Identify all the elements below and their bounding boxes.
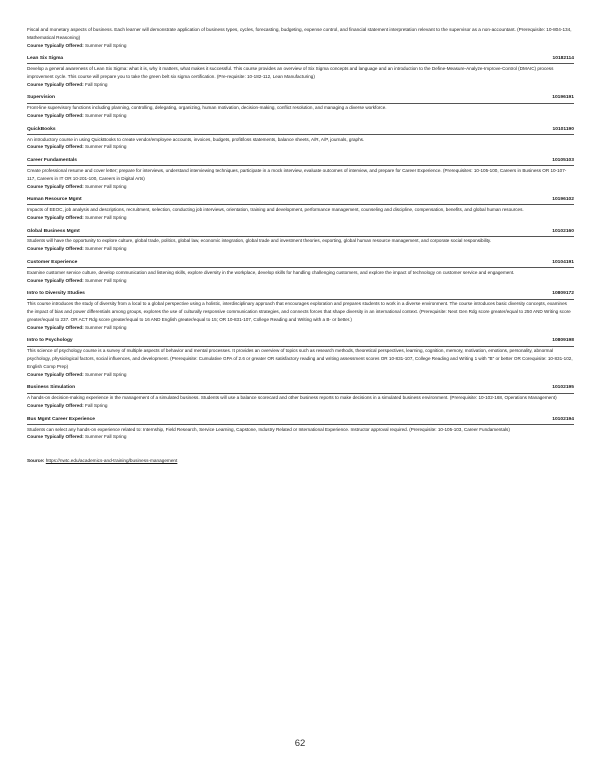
course-entry <box>27 95 574 119</box>
course-code: 10102195 <box>552 385 574 391</box>
course-description: Students can select any hands-on experience related to: Internship, Field Research, Service Learning, Capstone, Industry Related or International Experience. Instructor approval required. (Prerequisite: 10-105-103, Career Fundamentals) <box>27 426 510 432</box>
course-code: 10182114 <box>552 56 574 62</box>
offered-terms: Summer Fall Spring <box>85 434 127 440</box>
course-header <box>27 158 574 166</box>
course-header <box>27 56 574 64</box>
offered-label: Course Typically Offered: <box>27 246 84 252</box>
course-code: 10196102 <box>552 197 574 203</box>
offered-label: Course Typically Offered: <box>27 144 84 150</box>
course-code: 10101190 <box>552 126 574 132</box>
course-description: Develop a general awareness of Lean Six Sigma: what it is, why it matters, what makes it successful. This course provides an overview of Six Sigma concepts and language and an introduction to the Define-Measure-Analyze-Improve-Control (DMAIC) process improvement cycle. This course will prepare you to take the green belt six sigma certification. (Pre-requisite: 10-182-112, Lean Manufacturing) <box>27 65 554 79</box>
source-link[interactable]: https://nwtc.edu/academics-and-training/business-management <box>45 457 178 463</box>
course-code: 10105103 <box>552 158 574 164</box>
offered-terms: Summer Fall Spring <box>85 214 127 220</box>
course-offered <box>27 81 574 89</box>
course-entry <box>27 291 574 331</box>
course-code: 10809172 <box>552 291 574 297</box>
course-title: QuickBooks <box>27 126 56 132</box>
course-code: 10102160 <box>552 228 574 234</box>
course-entry <box>27 197 574 221</box>
intro-offered <box>27 42 574 50</box>
offered-terms: Fall Spring <box>85 81 108 87</box>
offered-terms: Summer Fall Spring <box>85 324 127 330</box>
course-header <box>27 229 574 237</box>
source-label: Source: <box>27 457 45 463</box>
offered-label: Course Typically Offered: <box>27 402 84 408</box>
course-header <box>27 291 574 299</box>
offered-terms: Summer Fall Spring <box>85 112 127 118</box>
offered-terms: Summer Fall Spring <box>85 144 127 150</box>
offered-terms: Fall Spring <box>85 402 108 408</box>
course-offered <box>27 183 574 191</box>
course-description: Create professional resume and cover letter; prepare for interviews, understand interviewing techniques, participate in a mock interview, evaluate outcomes of interview, and prepare for Career Experience. (Prerequisites: 10-105-100, Careers in Business OR 10-107-117, Careers in IT OR 10-201-100, Careers in Digital Arts) <box>27 167 567 181</box>
course-description: This course introduces the study of diversity from a local to a global perspective using a holistic, interdisciplinary approach that encourages exploration and prepares students to work in a diverse environment. The course introduces basic diversity concepts, examines the impact of bias and power differentials among groups, explores the use of culturally responsive communication strategies, and connects forces that shape diversity in an international context. (Prerequisite: Next Gen Rdg score greater/equal to 250 AND Writing score greater/equal to 237. OR ACT Rdg score greater/equal to 16 AND English greater/equal to 15; OR 10-831-107, College Reading and Writing with a B- or better.) <box>27 301 571 322</box>
course-header <box>27 197 574 205</box>
intro-description: Fiscal and monetary aspects of business. Each learner will demonstrate application of business types, cycles, forecasting, budgeting, expense control, and financial statement interpretation relevant to the supervisor as a non-accountant. (Prerequisite: 10-804-134, Mathematical Reasoning) <box>27 27 572 40</box>
course-entry <box>27 229 574 253</box>
course-title: Customer Experience <box>27 260 78 266</box>
offered-terms: Summer Fall Spring <box>85 183 127 189</box>
course-offered <box>27 402 574 410</box>
course-description: This science of psychology course is a survey of multiple aspects of behavior and mental processes. It provides an overview of topics such as research methods, theoretical perspectives, learning, cognition, memory, motivation, emotions, personality, abnormal psychology, physiological factors, social influences, and development. (Prerequisite: Cumulative GPA of 2.6 or greater OR satisfactory reading and writing assessment scores OR 10-831-107, College Reading and Writing 1 with "B" or better OR Corequisite: 10-831-102, English Comp Prep) <box>27 348 573 369</box>
course-header <box>27 385 574 393</box>
offered-label: Course Typically Offered: <box>27 112 84 118</box>
course-description: Students will have the opportunity to explore culture, global trade, politics, global law, economic integration, global trade and investment theories, exporting, global human resource management, and corporate social responsibility. <box>27 238 492 244</box>
intro-block <box>27 26 574 49</box>
offered-label: Course Typically Offered: <box>27 81 84 87</box>
offered-label: Course Typically Offered: <box>27 42 84 48</box>
course-offered <box>27 245 574 253</box>
offered-label: Course Typically Offered: <box>27 183 84 189</box>
course-header <box>27 260 574 268</box>
course-description: Impacts of EEOC, job analysis and descriptions, recruitment, selection, conducting job interviews, orientation, training and development, performance management, counseling and discipline, compensation, benefits, and global human resources. <box>27 207 524 213</box>
course-header <box>27 95 574 103</box>
course-title: Intro to Psychology <box>27 338 73 344</box>
page-number: 62 <box>294 738 306 749</box>
offered-label: Course Typically Offered: <box>27 434 84 440</box>
course-title: Intro to Diversity Studies <box>27 291 85 297</box>
course-offered <box>27 324 574 332</box>
course-title: Global Business Mgmt <box>27 228 80 234</box>
course-entry <box>27 127 574 151</box>
course-code: 10809198 <box>552 338 574 344</box>
course-title: Human Resource Mgmt <box>27 197 82 203</box>
course-description: Examine customer service culture, develop communication and listening skills, explore diversity in the workplace, develop skills for handling challenging customers, and explore the impact of technology on customer service and engagement. <box>27 269 515 275</box>
course-header <box>27 127 574 135</box>
course-title: Supervision <box>27 95 55 101</box>
course-description: Front-line supervisory functions including planning, controlling, delegating, organizing, human motivation, decision-making, conflict resolution, and managing a diverse workforce. <box>27 105 387 111</box>
course-code: 10102194 <box>552 416 574 422</box>
offered-label: Course Typically Offered: <box>27 324 84 330</box>
course-description: An introductory course in using QuickBooks to create vendor/employee accounts, invoices, budgets, profit/loss statements, balance sheets, A/R, A/P, journals, graphs. <box>27 136 365 142</box>
course-code: 10104191 <box>552 260 574 266</box>
offered-label: Course Typically Offered: <box>27 214 84 220</box>
course-entry <box>27 260 574 284</box>
course-catalog-page <box>27 26 574 464</box>
course-entry <box>27 158 574 190</box>
course-offered <box>27 433 574 441</box>
course-header <box>27 417 574 425</box>
course-entry <box>27 385 574 409</box>
course-offered <box>27 277 574 285</box>
course-list <box>27 56 574 441</box>
course-title: Business Simulation <box>27 385 76 391</box>
offered-label: Course Typically Offered: <box>27 277 84 283</box>
offered-terms: Summer Fall Spring <box>85 371 127 377</box>
course-entry <box>27 417 574 441</box>
course-offered <box>27 371 574 379</box>
course-title: Bus Mgmt Career Experience <box>27 416 95 422</box>
offered-label: Course Typically Offered: <box>27 371 84 377</box>
course-offered <box>27 214 574 222</box>
offered-terms: Summer Fall Spring <box>85 42 127 48</box>
course-entry <box>27 56 574 88</box>
course-code: 10196191 <box>552 95 574 101</box>
offered-terms: Summer Fall Spring <box>85 246 127 252</box>
course-offered <box>27 143 574 151</box>
course-header <box>27 338 574 346</box>
course-description: A hands-on decision-making experience in the management of a simulated business. Students will use a balance scorecard and other business reports to make decisions in a simulated business environment. (Prerequisite: 10-102-168, Operations Management) <box>27 395 557 401</box>
offered-terms: Summer Fall Spring <box>85 277 127 283</box>
course-title: Lean Six Sigma <box>27 56 64 62</box>
source-line <box>27 457 574 464</box>
course-entry <box>27 338 574 378</box>
course-offered <box>27 112 574 120</box>
course-title: Career Fundamentals <box>27 158 78 164</box>
